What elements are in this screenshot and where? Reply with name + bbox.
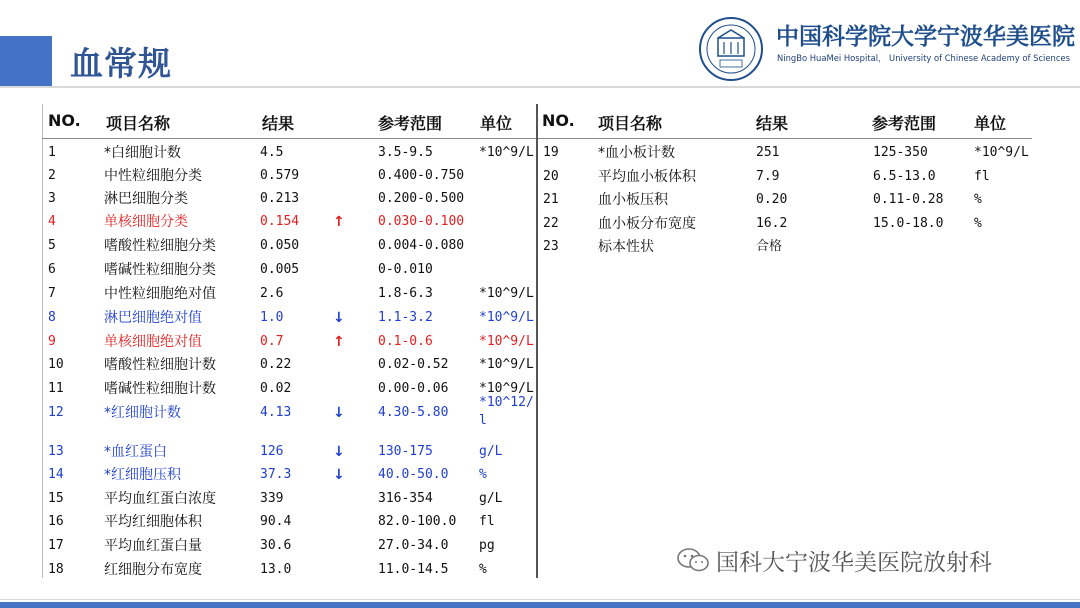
- row-result: 90.4: [260, 514, 292, 529]
- footer-accent-bar: [0, 602, 1080, 608]
- row-name: 中性粒细胞分类: [104, 168, 202, 184]
- row-name: 嗜酸性粒细胞计数: [104, 357, 216, 373]
- row-name: 中性粒细胞绝对值: [104, 286, 216, 302]
- row-unit: *10^9/L: [479, 381, 534, 396]
- row-range: 82.0-100.0: [378, 514, 457, 529]
- row-no: 12: [48, 405, 64, 420]
- arrow-down-icon: ↓: [333, 444, 345, 460]
- row-unit: %: [974, 192, 982, 207]
- title-accent-bar: [0, 36, 52, 88]
- row-range: 0.1-0.6: [378, 334, 433, 349]
- row-name: *血小板计数: [598, 145, 675, 161]
- row-name: 淋巴细胞分类: [104, 191, 188, 207]
- header-range-right: 参考范围: [872, 114, 937, 133]
- row-unit: *10^9/L: [479, 145, 534, 160]
- row-range: 4.30-5.80: [378, 405, 449, 420]
- row-name: 单核细胞绝对值: [104, 334, 202, 350]
- footer-divider: [0, 599, 1080, 600]
- row-name: 血小板分布宽度: [598, 215, 696, 232]
- row-result: 126: [260, 444, 284, 459]
- row-result: 0.7: [260, 334, 284, 349]
- row-range: 15.0-18.0: [873, 215, 944, 231]
- row-range: 0.02-0.52: [378, 357, 449, 372]
- row-unit: fl: [479, 514, 495, 529]
- row-unit: %: [479, 467, 487, 482]
- row-name: *红细胞计数: [104, 405, 181, 421]
- row-unit: %: [479, 562, 487, 577]
- row-no: 23: [543, 239, 559, 254]
- row-no: 6: [48, 262, 56, 277]
- row-no: 11: [48, 381, 64, 396]
- row-result: 30.6: [260, 538, 292, 553]
- row-unit: *10^9/L: [479, 310, 534, 325]
- row-range: 125-350: [873, 145, 928, 160]
- row-range: 0.400-0.750: [378, 168, 465, 183]
- arrow-up-icon: ↑: [333, 214, 345, 230]
- row-no: 22: [543, 215, 559, 231]
- header-result-left: 结果: [262, 114, 295, 133]
- table-column-divider: [536, 104, 538, 578]
- row-range: 0.11-0.28: [873, 192, 944, 207]
- row-no: 16: [48, 514, 64, 529]
- row-name: 平均红细胞体积: [104, 514, 202, 530]
- row-name: 嗜酸性粒细胞分类: [104, 238, 216, 254]
- header-range-left: 参考范围: [378, 114, 443, 133]
- row-unit: *10^9/L: [479, 286, 534, 301]
- row-unit: g/L: [479, 491, 503, 506]
- row-no: 1: [48, 145, 56, 160]
- arrow-up-icon: ↑: [333, 334, 345, 350]
- row-range: 0.00-0.06: [378, 381, 449, 396]
- row-no: 17: [48, 538, 64, 553]
- row-result: 339: [260, 491, 284, 506]
- row-result: 合格: [756, 239, 783, 254]
- row-name: 单核细胞分类: [104, 214, 188, 230]
- row-name: 平均血红蛋白浓度: [104, 491, 216, 507]
- row-result: 37.3: [260, 467, 292, 482]
- row-result: 0.02: [260, 381, 292, 396]
- row-no: 4: [48, 214, 56, 229]
- row-no: 18: [48, 562, 64, 577]
- row-result: 0.22: [260, 357, 292, 372]
- header-rule-right: [538, 138, 1032, 139]
- row-range: 27.0-34.0: [378, 538, 449, 553]
- row-no: 14: [48, 467, 64, 482]
- row-unit: pg: [479, 538, 495, 553]
- hospital-logo: [698, 16, 764, 82]
- row-range: 0.200-0.500: [378, 191, 465, 206]
- row-range: 0.004-0.080: [378, 238, 465, 253]
- row-name: 淋巴细胞绝对值: [104, 310, 202, 326]
- arrow-down-icon: ↓: [333, 310, 345, 326]
- row-result: 0.050: [260, 238, 300, 253]
- row-name: 嗜碱性粒细胞计数: [104, 381, 216, 397]
- header-name-left: 项目名称: [106, 114, 171, 133]
- row-no: 20: [543, 168, 559, 184]
- header-rule-left: [42, 138, 536, 139]
- row-range: 11.0-14.5: [378, 562, 449, 577]
- row-no: 8: [48, 310, 56, 325]
- row-result: 0.20: [756, 192, 788, 207]
- row-unit: *10^12/l: [479, 395, 534, 428]
- row-range: 1.1-3.2: [378, 310, 433, 325]
- row-name: *红细胞压积: [104, 467, 181, 483]
- row-no: 2: [48, 168, 56, 183]
- hospital-name-cn: 中国科学院大学宁波华美医院: [776, 24, 1075, 50]
- header-result-right: 结果: [756, 114, 789, 133]
- row-range: 6.5-13.0: [873, 168, 936, 184]
- row-no: 7: [48, 286, 56, 301]
- header-no-right: NO.: [542, 111, 575, 130]
- header-no-left: NO.: [48, 111, 81, 130]
- row-name: 血小板压积: [598, 192, 668, 208]
- row-result: 13.0: [260, 562, 292, 577]
- row-no: 19: [543, 145, 559, 160]
- row-name: *血红蛋白: [104, 444, 167, 460]
- row-name: 平均血小板体积: [598, 168, 696, 185]
- row-name: 嗜碱性粒细胞分类: [104, 262, 216, 278]
- row-range: 3.5-9.5: [378, 145, 433, 160]
- row-unit: fl: [974, 168, 990, 184]
- row-range: 0-0.010: [378, 262, 433, 277]
- row-unit: *10^9/L: [479, 357, 534, 372]
- header-unit-right: 单位: [974, 114, 1007, 133]
- row-no: 3: [48, 191, 56, 206]
- row-range: 316-354: [378, 491, 433, 506]
- row-result: 2.6: [260, 286, 284, 301]
- row-name: 平均血红蛋白量: [104, 538, 202, 554]
- row-no: 10: [48, 357, 64, 372]
- row-result: 0.579: [260, 168, 300, 183]
- row-range: 40.0-50.0: [378, 467, 449, 482]
- row-no: 5: [48, 238, 56, 253]
- row-result: 7.9: [756, 168, 780, 184]
- arrow-down-icon: ↓: [333, 467, 345, 483]
- row-result: 16.2: [756, 215, 788, 231]
- row-name: 红细胞分布宽度: [104, 562, 202, 578]
- row-no: 21: [543, 192, 559, 207]
- row-no: 13: [48, 444, 64, 459]
- row-result: 4.13: [260, 405, 292, 420]
- arrow-down-icon: ↓: [333, 405, 345, 421]
- row-range: 130-175: [378, 444, 433, 459]
- row-unit: *10^9/L: [479, 334, 534, 349]
- row-no: 15: [48, 491, 64, 506]
- header-name-right: 项目名称: [598, 114, 663, 133]
- row-result: 0.154: [260, 214, 300, 229]
- row-result: 251: [756, 145, 780, 160]
- row-result: 0.213: [260, 191, 300, 206]
- row-result: 1.0: [260, 310, 284, 325]
- row-unit: *10^9/L: [974, 145, 1029, 160]
- row-name: 标本性状: [598, 239, 654, 255]
- row-no: 9: [48, 334, 56, 349]
- row-result: 4.5: [260, 145, 284, 160]
- slide-title: 血常规: [70, 44, 172, 83]
- row-name: *白细胞计数: [104, 145, 181, 161]
- row-unit: g/L: [479, 444, 503, 459]
- row-range: 0.030-0.100: [378, 214, 465, 229]
- table-left-border: [42, 104, 43, 578]
- row-range: 1.8-6.3: [378, 286, 433, 301]
- row-result: 0.005: [260, 262, 300, 277]
- title-divider: [0, 86, 1080, 88]
- header-unit-left: 单位: [480, 114, 513, 133]
- watermark-text: 国科大宁波华美医院放射科: [716, 550, 992, 576]
- wechat-icon: [676, 546, 710, 574]
- hospital-name-en: NingBo HuaMei Hospital， University of Chinese Academy of Sciences: [777, 53, 1070, 63]
- row-unit: %: [974, 215, 982, 231]
